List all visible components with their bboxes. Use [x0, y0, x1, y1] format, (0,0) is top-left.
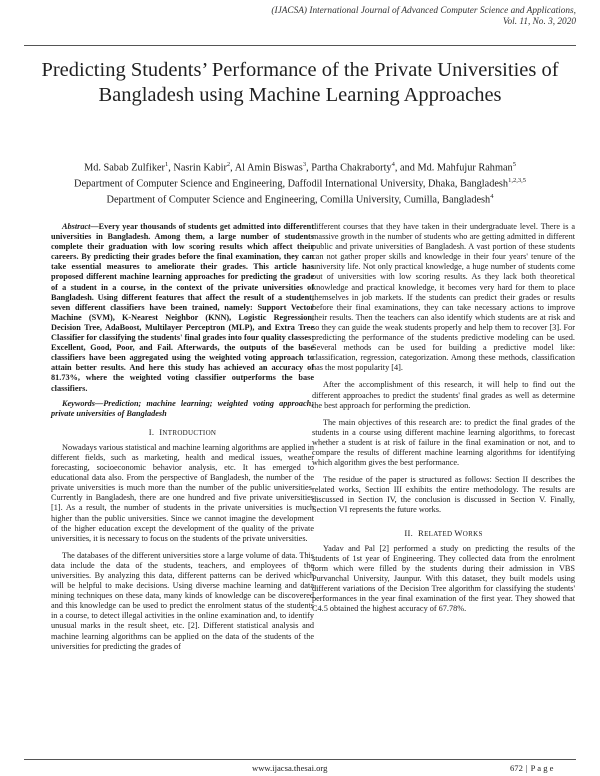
header-rule	[24, 45, 576, 46]
related-works-paragraph: Yadav and Pal [2] performed a study on predicting the results of the students of 1st year of Engineering. They collected data from the enrolment form which were filled by the students during their admission in VBS Purvanchal University, Jaunpur. With this dataset, they built models using different variations of the Decision Tree algorithm for classifying the students' performances in the year final examination of the first year. They showed that C4.5 obtained the highest accuracy of 67.78%.	[312, 543, 575, 614]
section-heading-introduction: I. INTRODUCTION	[148, 426, 217, 437]
right-column	[312, 222, 575, 614]
section-heading-related-works: II. RELATED WORKS	[404, 527, 483, 538]
keywords-text: —Prediction; machine learning; weighted voting approach; private universities of Bangladesh	[51, 398, 314, 418]
author-name: Nasrin Kabir	[173, 162, 227, 174]
keywords-label: Keywords	[62, 398, 95, 408]
keywords	[51, 399, 314, 419]
intro-paragraph: The databases of the different universities store a large volume of data. This data include the data of the students, teachers, and employees of the universities. By analyzing this data, different patterns can be derived which will be helpful to make decisions. Using diverse machine learning and data mining techniques on these data, many kinds of knowledge can be discovered and this knowledge can be used to predict the enrolment status of the students in a course, to detect illegal activities in the online examination and, to identify unusual marks in the result sheet, etc. [2]. Different statistical analysis and machine learning algorithms can be applied on the data of the students of the universities for predicting the grades of	[51, 550, 314, 651]
abstract-label: Abstract	[62, 222, 91, 231]
abstract	[51, 222, 314, 394]
affiliation-1: Department of Computer Science and Engineering, Daffodil International University, Dhaka, Bangladesh$^{1,2,3,5}$	[74, 176, 526, 190]
abstract-text: —Every year thousands of students get admitted into different universities in Bangladesh. Among them, a large number of students complete their graduation with low scoring results which affect their careers. By predicting their grades before the final examination, they can take essential measures to ameliorate their grades. This article has proposed different machine learning approaches for predicting the grade of a student in a course, in the context of the private universities of Bangladesh. Using different features that affect the result of a student, seven different classifiers have been trained, namely: Support Vector Machine (SVM), K-Nearest Neighbor (KNN), Logistic Regression, Decision Tree, AdaBoost, Multilayer Perceptron (MLP), and Extra Tree Classifier for classifying the students' final grades into four quality classes: Excellent, Good, Poor, and Fail. Afterwards, the outputs of the base classifiers have been aggregated using the weighted voting approach to attain better results. And here this study has achieved an accuracy of 81.73%, where the weighted voting classifier outperforms the base classifiers.	[51, 222, 314, 393]
author-names: Md. Sabab Zulfiker$^1$, Nasrin Kabir$^2$, Al Amin Biswas$^3$, Partha Chakraborty$^4$, and Md. Mahfujur Rahman$^5$	[84, 161, 516, 174]
author-name: Partha Chakraborty	[311, 162, 392, 174]
journal-volume: Vol. 11, No. 3, 2020	[502, 17, 576, 27]
author-name: Al Amin Biswas	[234, 162, 303, 174]
left-column	[51, 222, 314, 652]
footer-url[interactable]: www.ijacsa.thesai.org	[252, 763, 328, 773]
author-name: Md. Sabab Zulfiker	[84, 162, 165, 174]
intro-paragraph: After the accomplishment of this research, it will help to find out the different approaches to predict the students' final grades as well as determine the best approach for performing the prediction.	[312, 380, 575, 410]
author-block	[24, 159, 576, 207]
intro-paragraph: The main objectives of this research are: to predict the final grades of the students in a course using different machine learning algorithms, to forecast whether a student is at risk of failure in the final examination or not, and to compare the results of different machine learning algorithms for identifying which algorithm gives the best performance.	[312, 417, 575, 468]
intro-paragraph: Nowadays various statistical and machine learning algorithms are applied in different fields, such as marketing, health and medical issues, weather forecasting, socioeconomic behavior analysis, etc. It has emerged to educational data also. From the perspective of Bangladesh, the number of the private universities is much more than the number of the public universities. Currently in Bangladesh, there are one hundred and five private universities [1]. As a result, the number of students in the private universities is much higher than the public universities. Since we cannot imagine the development of the higher education except the development of the quality of the private universities, it is necessary to focus on the students of the private universities.	[51, 442, 314, 543]
affiliation-2: Department of Computer Science and Engineering, Comilla University, Cumilla, Bangladesh$^4$	[106, 192, 494, 206]
intro-paragraph-continued: different courses that they have taken in their undergraduate level. There is a massive growth in the number of students who are getting admitted in different public and private universities of Bangladesh. A vast portion of these students can not gather proper skills and knowledge in their four years' tenure of the university life. Not only practical knowledge, a huge number of students come out of universities with low scoring results. As they lack both theoretical knowledge and practical knowledge, it becomes very hard for them to place themselves in job markets. If the students can predict their grades or results before their final examinations, they can take necessary actions to improve their results. Then the teachers can also identify which students are at risk and so they can guide the weak students properly and help them to recover [3]. For predicting the performance of the students predictive modeling can be used. Several methods can be used for building a predictive model like: classification, regression, categorization. Among these methods, classification has the most popularity [4].	[312, 222, 575, 373]
author-name: and Md. Mahfujur Rahman	[400, 162, 513, 174]
journal-name: (IJACSA) International Journal of Advanced Computer Science and Applications,	[271, 6, 576, 16]
page-number: 672 | P a g e	[510, 763, 554, 773]
paper-title: Predicting Students’ Performance of the Private Universities of Bangladesh using Machine Learning Approaches	[41, 59, 559, 106]
footer-rule	[24, 759, 576, 760]
journal-header	[271, 6, 576, 28]
intro-paragraph: The residue of the paper is structured as follows: Section II describes the related works, Section III exhibits the entire methodology. The results are discussed in Section IV, the conclusion is discussed in Section V. Finally, Section VI represents the future works.	[312, 475, 575, 515]
